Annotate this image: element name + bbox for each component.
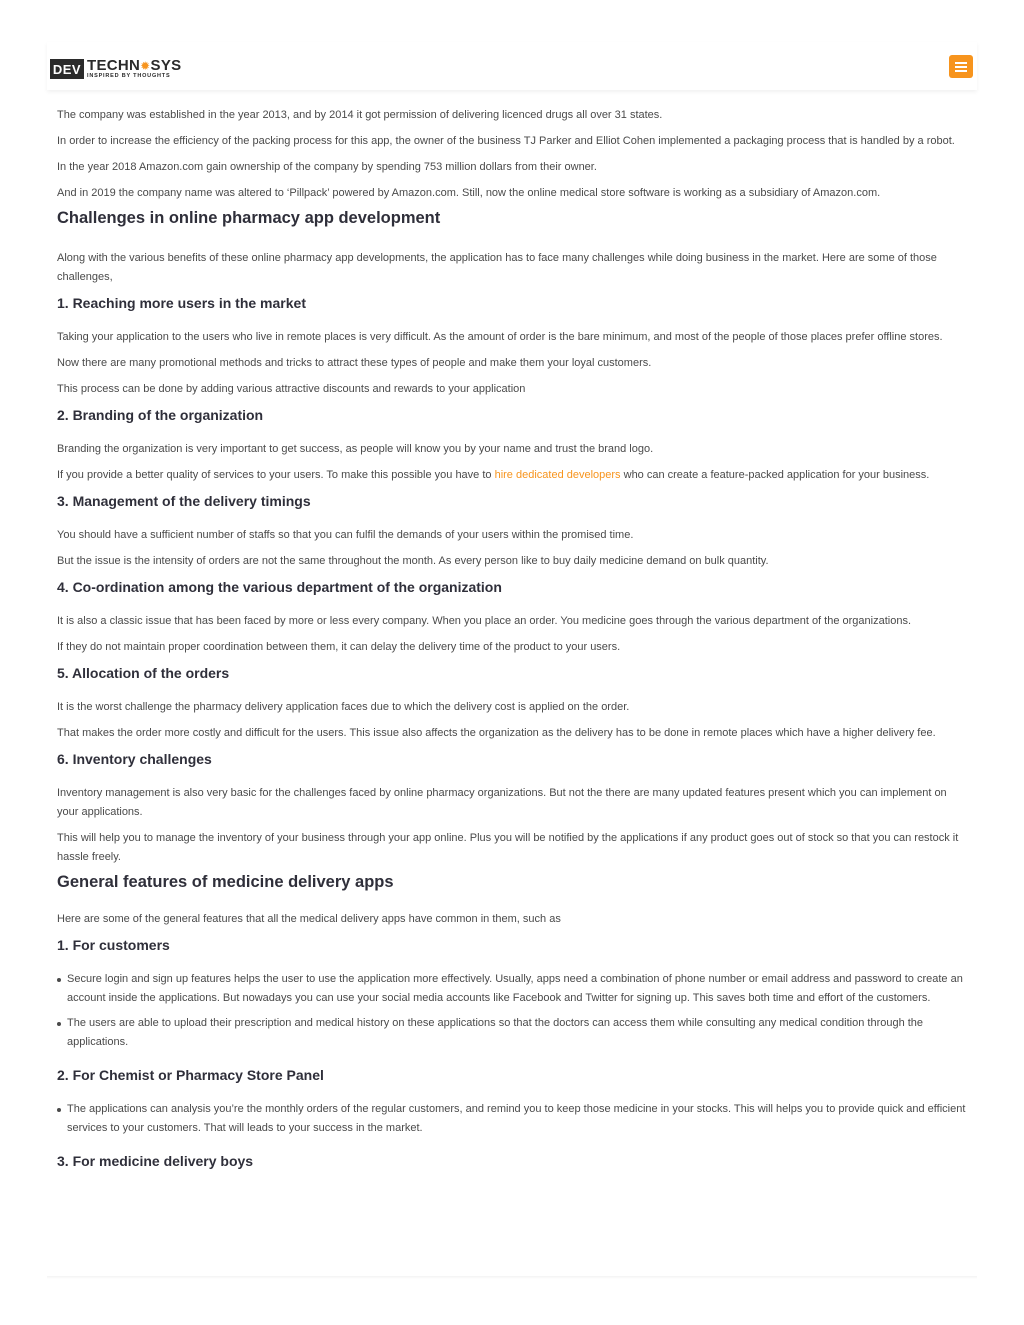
chemist-feature-list: [57, 1100, 969, 1138]
list-item: Secure login and sign up features helps the user to use the application more effectively. Usually, apps need a combination of phone number or email address and password to create an account inside the applications. But nowadays you can use your social media accounts like Facebook and Twitter for signing up. This saves both time and effort of the customers.: [57, 970, 969, 1008]
paragraph: Here are some of the general features that all the medical delivery apps have common in them, such as: [57, 913, 561, 925]
section-heading-features: General features of medicine delivery apps: [57, 873, 394, 891]
paragraph: In order to increase the efficiency of the packing process for this app, the owner of the business TJ Parker and Elliot Cohen implemented a packaging process that is handled by a robot.: [57, 135, 955, 147]
paragraph: It is also a classic issue that has been faced by more or less every company. When you place an order. You medicine goes through the various department of the organizations.: [57, 615, 912, 627]
paragraph: Inventory management is also very basic for the challenges faced by online pharmacy organizations. But not the there are many updated features present which you can implement on your applications.: [57, 787, 947, 818]
subheading-allocation: 5. Allocation of the orders: [57, 665, 230, 681]
subheading-delivery-boys: 3. For medicine delivery boys: [57, 1153, 254, 1169]
paragraph: This process can be done by adding various attractive discounts and rewards to your application: [57, 383, 526, 395]
logo-tagline: INSPIRED BY THOUGHTS: [87, 73, 171, 79]
logo-dev-box: DEV: [50, 59, 84, 79]
paragraph: You should have a sufficient number of staffs so that you can fulfil the demands of your users within the promised time.: [57, 529, 634, 541]
paragraph: But the issue is the intensity of orders are not the same throughout the month. As every person like to buy daily medicine demand on bulk quantity.: [57, 555, 769, 567]
list-item: The applications can analysis you’re the monthly orders of the regular customers, and remind you to keep those medicine in your stocks. This will helps you to provide quick and efficient services to your customers. That will leads to your success in the market.: [57, 1100, 969, 1138]
site-header: [47, 42, 977, 90]
paragraph: Now there are many promotional methods and tricks to attract these types of people and make them your loyal customers.: [57, 357, 652, 369]
subheading-inventory: 6. Inventory challenges: [57, 751, 212, 767]
paragraph: If you provide a better quality of services to your users. To make this possible you have to hire dedicated developers who can create a feature-packed application for your business.: [57, 469, 930, 481]
section-heading-challenges: Challenges in online pharmacy app development: [57, 209, 441, 227]
paragraph: Along with the various benefits of these online pharmacy app developments, the application has to face many challenges while doing business in the market. Here are some of those challenges,: [57, 252, 937, 283]
hire-dedicated-developers-link[interactable]: hire dedicated developers: [494, 469, 621, 481]
paragraph: The company was established in the year 2013, and by 2014 it got permission of delivering licenced drugs all over 31 states.: [57, 109, 663, 121]
logo-wordmark: TECHN✹SYS: [87, 57, 182, 74]
page-bottom-divider: [47, 1276, 977, 1279]
list-item: The users are able to upload their prescription and medical history on these applications so that the doctors can access them while consulting any medical condition through the applications.: [57, 1014, 969, 1052]
paragraph: That makes the order more costly and difficult for the users. This issue also affects the organization as the delivery has to be done in remote places which have a higher delivery fee.: [57, 727, 936, 739]
subheading-customers: 1. For customers: [57, 937, 170, 953]
paragraph: And in 2019 the company name was altered to ‘Pillpack’ powered by Amazon.com. Still, now the online medical store software is working as a subsidiary of Amazon.com.: [57, 187, 881, 199]
hamburger-menu-icon[interactable]: [949, 55, 973, 78]
paragraph: Taking your application to the users who live in remote places is very difficult. As the amount of order is the bare minimum, and most of the people of those places prefer offline stores.: [57, 331, 943, 343]
paragraph: Branding the organization is very important to get success, as people will know you by your name and trust the brand logo.: [57, 443, 654, 455]
article-content: [57, 106, 969, 1186]
subheading-delivery-timings: 3. Management of the delivery timings: [57, 493, 311, 509]
devtechnosys-logo[interactable]: [50, 59, 190, 81]
subheading-chemist-panel: 2. For Chemist or Pharmacy Store Panel: [57, 1067, 324, 1083]
subheading-coordination: 4. Co-ordination among the various department of the organization: [57, 579, 502, 595]
paragraph: This will help you to manage the inventory of your business through your app online. Plus you will be notified by the applications if any product goes out of stock so that you can restock it hassle freely.: [57, 832, 959, 863]
customers-feature-list: [57, 970, 969, 1052]
paragraph: It is the worst challenge the pharmacy delivery application faces due to which the delivery cost is applied on the order.: [57, 701, 630, 713]
subheading-reaching-users: 1. Reaching more users in the market: [57, 295, 306, 311]
paragraph: In the year 2018 Amazon.com gain ownership of the company by spending 753 million dollars from their owner.: [57, 161, 597, 173]
paragraph: If they do not maintain proper coordination between them, it can delay the delivery time of the product to your users.: [57, 641, 621, 653]
gear-icon: ✹: [140, 59, 151, 73]
subheading-branding: 2. Branding of the organization: [57, 407, 264, 423]
